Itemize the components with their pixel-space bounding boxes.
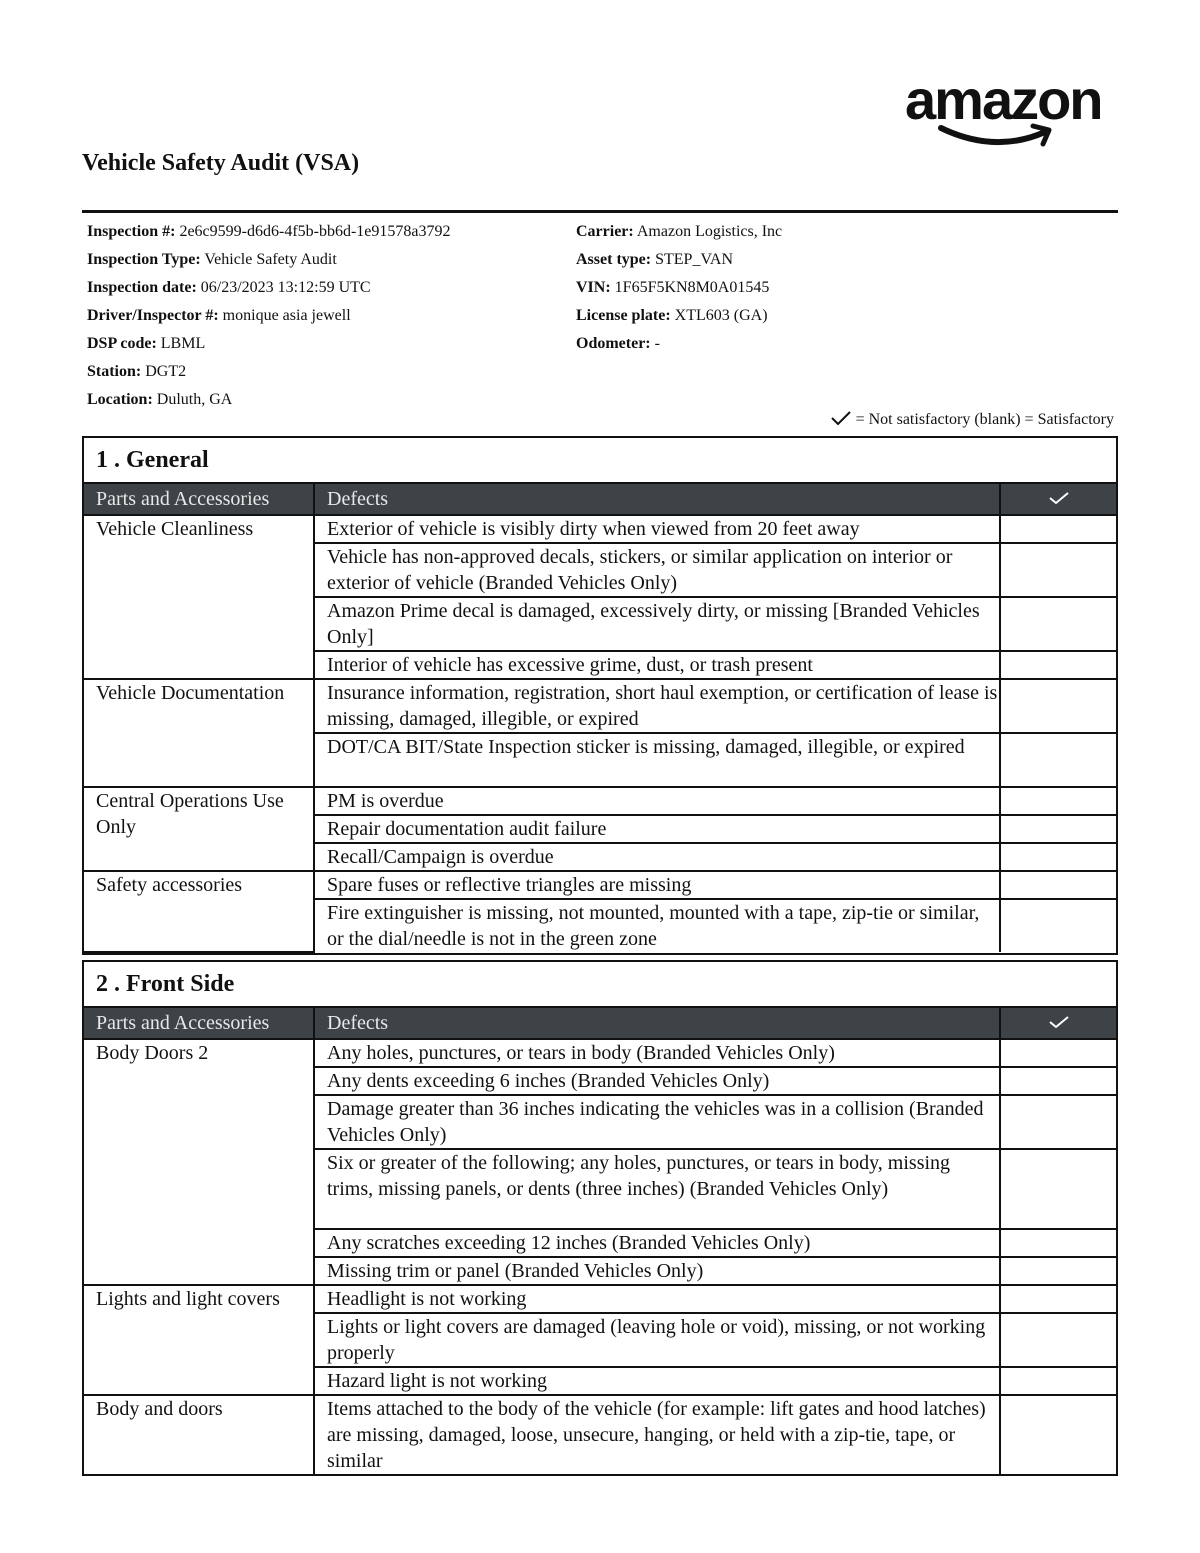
part-cell: Safety accessories — [84, 871, 314, 952]
check-cell[interactable] — [1000, 1229, 1116, 1257]
column-header-check — [1000, 1008, 1116, 1039]
check-cell[interactable] — [1000, 1067, 1116, 1095]
defect-cell: Any dents exceeding 6 inches (Branded Vehicles Only) — [314, 1067, 1000, 1095]
table-row — [84, 1285, 1116, 1313]
part-cell: Lights and light covers — [84, 1285, 314, 1395]
table-header-row — [84, 484, 1116, 515]
column-header-parts: Parts and Accessories — [84, 1008, 314, 1039]
defect-cell: Amazon Prime decal is damaged, excessively dirty, or missing [Branded Vehicles Only] — [314, 597, 1000, 651]
check-cell[interactable] — [1000, 1039, 1116, 1067]
amazon-logo — [905, 68, 1123, 152]
info-row-inspection-id: Inspection #: 2e6c9599-d6d6-4f5b-bb6d-1e91578a3792 — [87, 223, 451, 240]
checkmark-icon — [1048, 491, 1070, 505]
info-row-odometer: Odometer: - — [576, 335, 660, 352]
check-cell[interactable] — [1000, 1149, 1116, 1229]
check-cell[interactable] — [1000, 733, 1116, 787]
info-row-station: Station: DGT2 — [87, 363, 187, 380]
inspection-info-right — [576, 218, 782, 358]
table-row — [84, 787, 1116, 815]
defect-cell: Hazard light is not working — [314, 1367, 1000, 1395]
title-divider — [82, 210, 1118, 213]
info-row-asset-type: Asset type: STEP_VAN — [576, 251, 734, 268]
check-cell[interactable] — [1000, 679, 1116, 733]
part-cell: Body Doors 2 — [84, 1039, 314, 1285]
defect-cell: Interior of vehicle has excessive grime, dust, or trash present — [314, 651, 1000, 679]
defect-cell: Six or greater of the following; any holes, punctures, or tears in body, missing trims, missing panels, or dents (three inches) (Branded Vehicles Only) — [314, 1149, 1000, 1229]
check-cell[interactable] — [1000, 1367, 1116, 1395]
check-cell[interactable] — [1000, 1285, 1116, 1313]
section-general — [82, 436, 1118, 955]
defect-cell: Exterior of vehicle is visibly dirty when viewed from 20 feet away — [314, 515, 1000, 543]
defect-cell: Lights or light covers are damaged (leaving hole or void), missing, or not working properly — [314, 1313, 1000, 1367]
defects-table — [84, 1008, 1116, 1474]
info-row-carrier: Carrier: Amazon Logistics, Inc — [576, 223, 783, 240]
defect-cell: Items attached to the body of the vehicle (for example: lift gates and hood latches) are missing, damaged, loose, unsecure, hanging, or held with a zip-tie, tape, or similar — [314, 1395, 1000, 1474]
checkmark-icon — [830, 410, 852, 426]
check-cell[interactable] — [1000, 543, 1116, 597]
part-cell: Central Operations Use Only — [84, 787, 314, 871]
table-row — [84, 871, 1116, 899]
check-cell[interactable] — [1000, 1257, 1116, 1285]
defect-cell: PM is overdue — [314, 787, 1000, 815]
check-cell[interactable] — [1000, 815, 1116, 843]
check-cell[interactable] — [1000, 1313, 1116, 1367]
amazon-smile-icon — [905, 120, 1123, 150]
defect-cell: Missing trim or panel (Branded Vehicles Only) — [314, 1257, 1000, 1285]
column-header-parts: Parts and Accessories — [84, 484, 314, 515]
check-cell[interactable] — [1000, 1095, 1116, 1149]
table-row — [84, 1039, 1116, 1067]
checkmark-icon — [1048, 1015, 1070, 1029]
part-cell: Body and doors — [84, 1395, 314, 1474]
column-header-check — [1000, 484, 1116, 515]
info-row-location: Location: Duluth, GA — [87, 391, 233, 408]
table-row — [84, 679, 1116, 733]
defect-cell: Any holes, punctures, or tears in body (Branded Vehicles Only) — [314, 1039, 1000, 1067]
info-row-vin: VIN: 1F65F5KN8M0A01545 — [576, 279, 770, 296]
check-cell[interactable] — [1000, 651, 1116, 679]
defect-cell: Vehicle has non-approved decals, stickers, or similar application on interior or exterior of vehicle (Branded Vehicles Only) — [314, 543, 1000, 597]
info-row-inspection-type: Inspection Type: Vehicle Safety Audit — [87, 251, 337, 268]
table-row — [84, 515, 1116, 543]
defect-cell: Damage greater than 36 inches indicating the vehicles was in a collision (Branded Vehicles Only) — [314, 1095, 1000, 1149]
check-cell[interactable] — [1000, 871, 1116, 899]
defect-cell: Headlight is not working — [314, 1285, 1000, 1313]
check-cell[interactable] — [1000, 597, 1116, 651]
check-cell[interactable] — [1000, 515, 1116, 543]
defect-cell: Any scratches exceeding 12 inches (Branded Vehicles Only) — [314, 1229, 1000, 1257]
defect-cell: Repair documentation audit failure — [314, 815, 1000, 843]
table-row — [84, 1395, 1116, 1474]
defect-cell: DOT/CA BIT/State Inspection sticker is missing, damaged, illegible, or expired — [314, 733, 1000, 787]
section-title: 2 . Front Side — [84, 962, 1116, 1008]
inspection-info-left — [87, 218, 451, 414]
info-row-driver: Driver/Inspector #: monique asia jewell — [87, 307, 351, 324]
info-row-inspection-date: Inspection date: 06/23/2023 13:12:59 UTC — [87, 279, 371, 296]
column-header-defects: Defects — [314, 484, 1000, 515]
defect-cell: Fire extinguisher is missing, not mounted, mounted with a tape, zip-tie or similar, or the dial/needle is not in the green zone — [314, 899, 1000, 952]
page-title: Vehicle Safety Audit (VSA) — [82, 150, 360, 176]
legend-text: = Not satisfactory (blank) = Satisfactory — [855, 411, 1114, 428]
defects-table — [84, 484, 1116, 953]
defect-cell: Recall/Campaign is overdue — [314, 843, 1000, 871]
column-header-defects: Defects — [314, 1008, 1000, 1039]
check-cell[interactable] — [1000, 1395, 1116, 1474]
section-front-side — [82, 960, 1118, 1476]
table-header-row — [84, 1008, 1116, 1039]
check-cell[interactable] — [1000, 899, 1116, 952]
check-cell[interactable] — [1000, 787, 1116, 815]
legend — [830, 410, 1114, 429]
part-cell: Vehicle Cleanliness — [84, 515, 314, 679]
check-cell[interactable] — [1000, 843, 1116, 871]
section-title: 1 . General — [84, 438, 1116, 484]
defect-cell: Insurance information, registration, short haul exemption, or certification of lease is missing, damaged, illegible, or expired — [314, 679, 1000, 733]
logo-wordmark: amazon — [905, 68, 1102, 131]
info-row-license-plate: License plate: XTL603 (GA) — [576, 307, 768, 324]
part-cell: Vehicle Documentation — [84, 679, 314, 787]
defect-cell: Spare fuses or reflective triangles are missing — [314, 871, 1000, 899]
info-row-dsp-code: DSP code: LBML — [87, 335, 206, 352]
